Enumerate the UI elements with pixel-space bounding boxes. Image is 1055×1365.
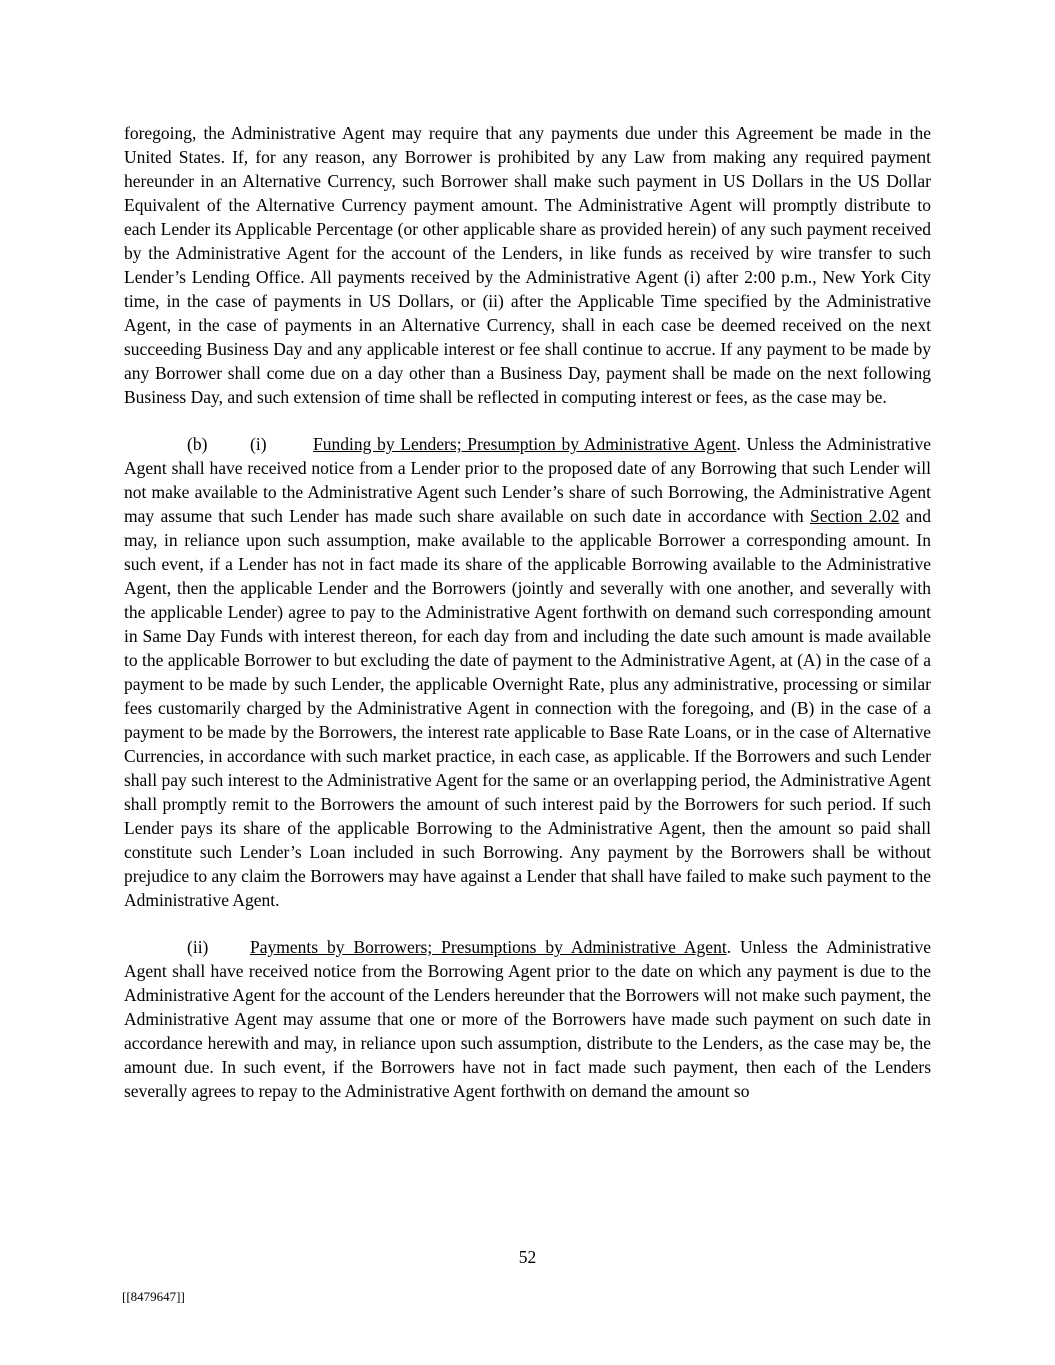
document-body — [124, 121, 931, 1103]
paragraph-label: (b) — [187, 434, 208, 454]
body-text: . Unless the Administrative Agent shall have received notice from the Borrowing Agent prior to the date on which any payment is due to the Administrative Agent for the account of the Lenders hereunder that the Borrowers will not make such payment, the Administrative Agent may assume that one or more of the Borrowers have made such payment on such date in accordance herewith and may, in reliance upon such assumption, distribute to the Lenders, as the case may be, the amount due. In such event, if the Borrowers have not in fact made such payment, then each of the Lenders severally agrees to repay to the Administrative Agent forthwith on demand the amount so — [124, 937, 931, 1101]
section-heading: Payments by Borrowers; Presumptions by Administrative Agent — [250, 937, 727, 957]
section-reference: Section 2.02 — [809, 506, 900, 526]
body-text: . Unless the Administrative Agent shall have received notice from a Lender prior to the proposed date of any Borrowing that such Lender will not make available to the Administrative Agent such Lender’s share of such Borrowing, the Administrative Agent may assume that such Lender has made such share available on such date in accordance with — [124, 434, 931, 526]
body-text: foregoing, the Administrative Agent may require that any payments due under this Agreement be made in the United States. If, for any reason, any Borrower is prohibited by any Law from making any required payment hereunder in an Alternative Currency, such Borrower shall make such payment in US Dollars in the US Dollar Equivalent of the Alternative Currency payment amount. The Administrative Agent will promptly distribute to each Lender its Applicable Percentage (or other applicable share as provided herein) of any such payment received by the Administrative Agent for the account of the Lenders, in like funds as received by wire transfer to such Lender’s Lending Office. All payments received by the Administrative Agent (i) after 2:00 p.m., New York City time, in the case of payments in US Dollars, or (ii) after the Applicable Time specified by the Administrative Agent, in the case of payments in an Alternative Currency, shall in each case be deemed received on the next succeeding Business Day and any applicable interest or fee shall continue to accrue. If any payment to be made by any Borrower shall come due on a day other than a Business Day, payment shall be made on the next following Business Day, and such extension of time shall be reflected in computing interest or fees, as the case may be. — [124, 123, 931, 407]
section-heading: Funding by Lenders; Presumption by Administrative Agent — [313, 434, 737, 454]
paragraph-funding-by-lenders — [124, 432, 931, 912]
document-id-stamp: [[8479647]] — [122, 1289, 185, 1304]
page-number: 52 — [518, 1247, 537, 1267]
paragraph-label: (i) — [250, 434, 267, 454]
paragraph-payments-general-continuation — [124, 121, 931, 409]
paragraph-label: (ii) — [187, 937, 209, 957]
paragraph-payments-by-borrowers — [124, 935, 931, 1103]
body-text: and may, in reliance upon such assumption, make available to the applicable Borrower a corresponding amount. In such event, if a Lender has not in fact made its share of the applicable Borrowing available to the Administrative Agent, then the applicable Lender and the Borrowers (jointly and severally with one another, and severally with the applicable Lender) agree to pay to the Administrative Agent forthwith on demand such corresponding amount in Same Day Funds with interest thereon, for each day from and including the date such amount is made available to the applicable Borrower to but excluding the date of payment to the Administrative Agent, at (A) in the case of a payment to be made by such Lender, the applicable Overnight Rate, plus any administrative, processing or similar fees customarily charged by the Administrative Agent in connection with the foregoing, and (B) in the case of a payment to be made by the Borrowers, the interest rate applicable to Base Rate Loans, or in the case of Alternative Currencies, in accordance with such market practice, in each case, as applicable. If the Borrowers and such Lender shall pay such interest to the Administrative Agent for the same or an overlapping period, the Administrative Agent shall promptly remit to the Borrowers the amount of such interest paid by the Borrowers for such period. If such Lender pays its share of the applicable Borrowing to the Administrative Agent, then the amount so paid shall constitute such Lender’s Loan included in such Borrowing. Any payment by the Borrowers shall be without prejudice to any claim the Borrowers may have against a Lender that shall have failed to make such payment to the Administrative Agent. — [124, 506, 931, 910]
